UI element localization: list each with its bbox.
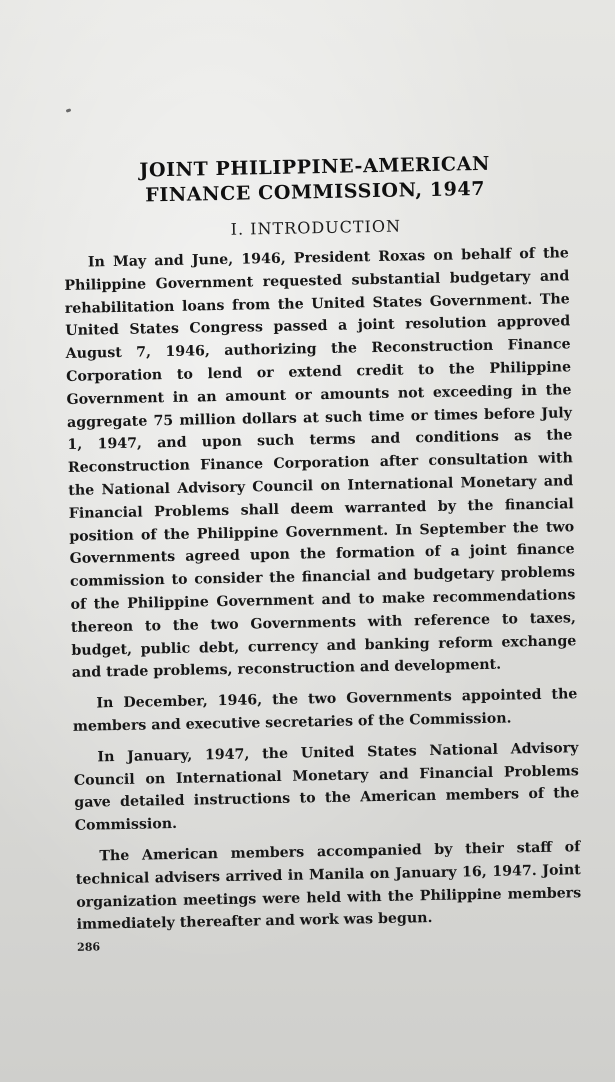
page-number: 286	[76, 940, 101, 954]
section-heading: I. INTRODUCTION	[230, 216, 402, 239]
title-line-2: FINANCE COMMISSION, 1947	[145, 177, 486, 207]
paragraph-2: In December, 1946, the two Governments appointed the members and executive secretaries of the Commission.	[72, 686, 578, 735]
ink-speck	[66, 108, 72, 113]
paragraph-1: In May and June, 1946, President Roxas on behalf of the Philippine Government requested substantial budgetary and rehabilitation loans from the United States Government. The United States Congress passed a joint resolution approved August 7, 1946, authorizing the Reconstruction Finance Corporation to lend or extend credit to the Philippine Government in an amount or amounts not exceeding in the aggregate 75 million dollars at such time or times before July 1, 1947, and upon such terms and conditions as the Reconstruction Finance Corporation after consultation with the National Advisory Council on International Monetary and Financial Problems shall deem warranted by the financial position of the Philippine Government. In September the two Governments agreed upon the formation of a joint finance commission to consider the financial and budgetary problems of the Philippine Government and to make recommendations thereon to the two Governments with reference to taxes, budget, public debt, currency and banking reform exchange and trade problems, reconstruction and development.	[64, 245, 577, 682]
paragraph-3: In January, 1947, the United States National Advisory Council on International Monetary and Financial Problems gave detailed instructions to the American members of the Commission.	[73, 739, 580, 835]
title-line-1: JOINT PHILIPPINE-AMERICAN	[139, 152, 491, 182]
document-title	[62, 150, 568, 210]
paragraph-4: The American members accompanied by their staff of technical advisers arrived in Manila on January 16, 1947. Joint organization meetings were held with the Philippine members immediately thereafter and work was begun.	[75, 839, 582, 934]
page-text-block	[62, 150, 582, 954]
